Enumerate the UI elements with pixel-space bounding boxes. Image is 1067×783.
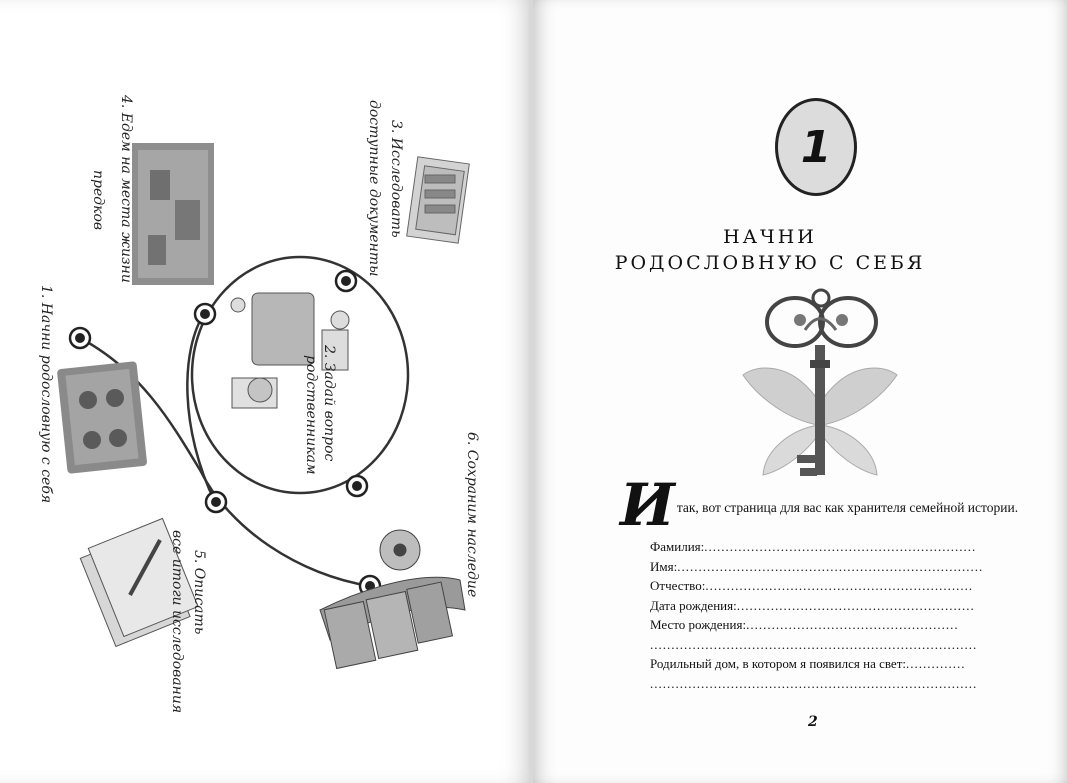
- film-reel-icon: [320, 530, 465, 669]
- intro-paragraph: [620, 471, 1040, 539]
- chapter-title-line2: РОДОСЛОВНУЮ С СЕБЯ: [614, 252, 926, 274]
- step-5-label-line2: все итоги исследования: [169, 530, 185, 714]
- form-label: Фамилия:: [650, 539, 705, 554]
- page-number: 2: [808, 714, 818, 730]
- form-label: Дата рождения:: [650, 597, 737, 613]
- milestone-4: [206, 492, 226, 512]
- form-label: Родильный дом, в котором я появился на свет:: [650, 656, 906, 671]
- step-4-label-line1: 4. Едем на места жизни: [118, 95, 134, 283]
- form-label: Место рождения:: [650, 617, 747, 632]
- form-row-name: [650, 557, 1010, 577]
- step-3-label-line2: доступные документы: [366, 100, 382, 277]
- family-photo-icon: [57, 361, 148, 474]
- chapter-badge: [775, 98, 857, 196]
- step-5-label-line1: 5. Описать: [191, 550, 207, 635]
- step-2-label-line2: родственникам: [303, 355, 319, 475]
- milestone-1: [70, 328, 90, 348]
- form-fill-line: ........................................................................: [677, 558, 984, 574]
- form-fill-line: ................................................................: [704, 539, 977, 554]
- milestone-3: [336, 271, 356, 291]
- documents-stack-icon: [407, 157, 470, 243]
- form-fill-line: ...............................................................: [705, 578, 974, 593]
- step-3-label-line1: 3. Исследовать: [388, 120, 404, 238]
- milestone-2: [195, 304, 215, 324]
- form-label: Имя:: [650, 558, 678, 574]
- step-4-label-line2: предков: [90, 170, 106, 231]
- step-1-label: 1. Начни родословную с себя: [38, 285, 54, 504]
- chapter-number: 1: [800, 121, 832, 173]
- form-fill-line: ........................................................: [736, 597, 975, 613]
- intro-text: так, вот страница для вас как хранителя семейной истории.: [676, 500, 1019, 515]
- chapter-title: [600, 224, 940, 276]
- form-row-birth-date: [650, 596, 1010, 616]
- dropcap-letter: И: [620, 471, 675, 539]
- family-tree-path-diagram: [0, 0, 532, 783]
- form-fill-line: .............................................................................: [650, 636, 978, 652]
- form-fill-line: ..................................................: [746, 617, 959, 632]
- form-row-maternity-hospital-cont: [650, 674, 1010, 694]
- chapter-title-line1: НАЧНИ: [723, 226, 817, 248]
- form-row-birth-place-cont: [650, 635, 1010, 655]
- form-fill-line: .............................................................................: [650, 675, 978, 691]
- form-label: Отчество:: [650, 578, 706, 593]
- form-row-maternity-hospital: [650, 654, 1010, 674]
- step-6-label: 6. Сохраним наследие: [464, 432, 480, 598]
- form-row-surname: [650, 537, 1010, 557]
- milestone-5: [347, 476, 367, 496]
- step-2-label-line1: 2. Задай вопрос: [321, 345, 337, 462]
- form-fill-line: ..............: [906, 656, 966, 671]
- landscape-photo-icon: [132, 143, 214, 285]
- form-row-patronymic: [650, 576, 1010, 596]
- personal-info-form: [650, 537, 1010, 693]
- form-row-birth-place: [650, 615, 1010, 635]
